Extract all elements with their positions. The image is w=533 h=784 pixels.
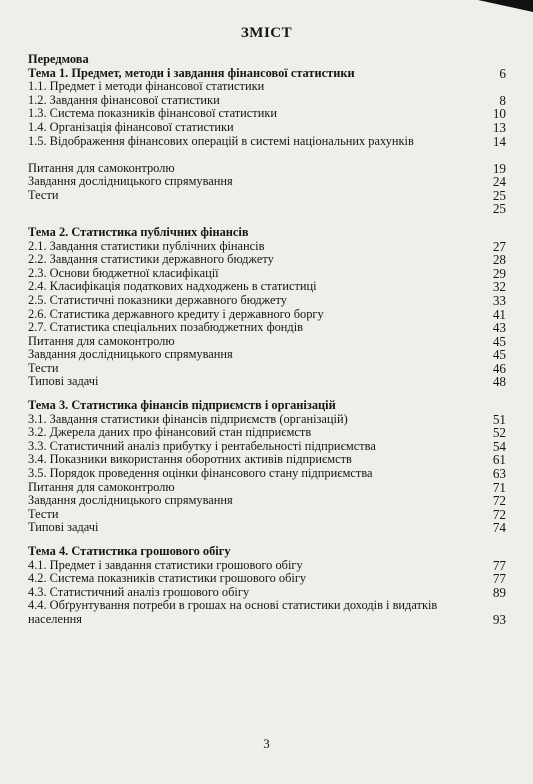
toc-entry: [28, 267, 506, 281]
toc-entry-page: 25: [492, 187, 506, 203]
toc-entry: [28, 559, 506, 573]
toc-entry-title: 3.1. Завдання статистики фінансів підприємств (організацій): [28, 411, 348, 426]
toc-entry-page: 25: [492, 201, 506, 217]
toc-entry-title: 2.7. Статистика спеціальних позабюджетних фондів: [28, 320, 304, 335]
table-of-contents: [28, 53, 506, 626]
toc-entry: [28, 240, 506, 254]
toc-entry-title: 4.2. Система показників статистики грошового обігу: [28, 571, 307, 586]
toc-entry: [28, 80, 506, 94]
toc-entry: [28, 94, 506, 108]
toc-entry-title: Типові задачі: [28, 374, 99, 389]
toc-entry-page: 74: [492, 520, 506, 536]
toc-entry-page: 19: [492, 160, 506, 176]
toc-entry: [28, 572, 506, 586]
page-number: 3: [263, 736, 270, 751]
toc-entry: [28, 294, 506, 308]
toc-entry-page: 54: [492, 438, 506, 454]
toc-entry-title: 2.1. Завдання статистики публічних фінансів: [28, 238, 265, 253]
toc-entry: [28, 253, 506, 267]
toc-entry-title: 2.4. Класифікація податкових надходжень в статистиці: [28, 279, 317, 294]
toc-entry-title: 3.3. Статистичний аналіз прибутку і рентабельності підприємства: [28, 438, 376, 453]
toc-entry-page: 46: [492, 360, 506, 376]
toc-section-heading: [28, 53, 506, 67]
toc-entry-title: Завдання дослідницького спрямування: [28, 347, 233, 362]
toc-section-heading: [28, 399, 506, 413]
toc-entry-page: 89: [492, 584, 506, 600]
toc-entry: [28, 426, 506, 440]
toc-entry: [28, 362, 506, 376]
toc-entry-page: 63: [492, 466, 506, 482]
toc-entry-title: 4.3. Статистичний аналіз грошового обігу: [28, 584, 250, 599]
toc-entry-title: 1.2. Завдання фінансової статистики: [28, 92, 220, 107]
toc-entry-title: 2.3. Основи бюджетної класифікації: [28, 265, 219, 280]
toc-entry: [28, 308, 506, 322]
toc-entry-title: 2.6. Статистика державного кредиту і державного боргу: [28, 306, 324, 321]
toc-entry-title: 3.4. Показники використання оборотних активів підприємств: [28, 452, 352, 467]
toc-entry-title: 3.2. Джерела даних про фінансовий стан підприємств: [28, 425, 312, 440]
toc-entry: [28, 440, 506, 454]
toc-entry-title: Передмова: [28, 52, 89, 66]
toc-entry-title: Завдання дослідницького спрямування: [28, 493, 233, 508]
toc-entry-title: 3.5. Порядок проведення оцінки фінансового стану підприємства: [28, 466, 373, 481]
toc-entry-page: 77: [492, 557, 506, 573]
toc-entry: [28, 280, 506, 294]
toc-entry-title: Тести: [28, 187, 59, 202]
toc-entry-page: 71: [492, 479, 506, 495]
toc-entry-title: Питання для самоконтролю: [28, 479, 175, 494]
toc-entry: [28, 321, 506, 335]
toc-entry-page: 61: [492, 452, 506, 468]
toc-entry: [28, 508, 506, 522]
toc-entry-page: 10: [492, 106, 506, 122]
toc-entry-title: 1.3. Система показників фінансової статистики: [28, 106, 277, 121]
toc-section-heading: [28, 67, 506, 81]
toc-entry-page: 93: [492, 612, 506, 628]
toc-entry: [28, 494, 506, 508]
toc-entry: [28, 599, 506, 626]
toc-entry-page: 48: [492, 374, 506, 390]
toc-entry-title: Тема 4. Статистика грошового обігу: [28, 544, 231, 558]
toc-entry-title: 1.4. Організація фінансової статистики: [28, 119, 234, 134]
toc-entry-page: 72: [492, 506, 506, 522]
toc-entry-title: Тести: [28, 506, 59, 521]
toc-entry: [28, 348, 506, 362]
toc-section-heading: [28, 545, 506, 559]
toc-entry-page: 51: [492, 411, 506, 427]
toc-entry-title: Питання для самоконтролю: [28, 333, 175, 348]
toc-entry-title: Питання для самоконтролю: [28, 160, 175, 175]
toc-entry: [28, 413, 506, 427]
toc-entry: [28, 467, 506, 481]
toc-entry-title: Завдання дослідницького спрямування: [28, 174, 233, 189]
toc-entry: [28, 202, 506, 216]
toc-entry-page: 72: [492, 493, 506, 509]
toc-entry-title: 1.1. Предмет і методи фінансової статистики: [28, 79, 265, 94]
toc-entry-title: Тема 3. Статистика фінансів підприємств і організацій: [28, 398, 336, 413]
toc-entry-page: 32: [492, 279, 506, 295]
toc-entry-page: 45: [492, 333, 506, 349]
page-corner-shadow: [478, 0, 533, 12]
toc-entry: [28, 107, 506, 121]
toc-entry-title: 2.2. Завдання статистики державного бюджету: [28, 252, 274, 267]
toc-entry: [28, 189, 506, 203]
toc-entry: [28, 521, 506, 535]
toc-entry-page: 45: [492, 347, 506, 363]
toc-entry-title: Тести: [28, 360, 59, 375]
toc-entry-title: 4.4. Обґрунтування потреби в грошах на основі статистики доходів і видатків населення: [28, 598, 438, 626]
toc-entry-title: Тема 1. Предмет, методи і завдання фінансової статистики: [28, 65, 355, 80]
toc-entry-page: 29: [492, 265, 506, 281]
toc-entry-page: 8: [499, 92, 506, 108]
toc-entry-page: 6: [499, 65, 506, 81]
toc-entry: [28, 586, 506, 600]
toc-section-heading: [28, 226, 506, 240]
toc-entry-title: Тема 2. Статистика публічних фінансів: [28, 224, 249, 239]
page-title: ЗМІСТ: [240, 25, 293, 41]
toc-entry-page: 43: [492, 320, 506, 336]
toc-entry-page: 27: [492, 238, 506, 254]
toc-entry-page: 28: [492, 252, 506, 268]
toc-entry-page: 24: [492, 174, 506, 190]
toc-entry-title: Типові задачі: [28, 520, 99, 535]
toc-entry: [28, 121, 506, 135]
toc-entry-page: 14: [492, 133, 506, 149]
toc-entry-page: 52: [492, 425, 506, 441]
toc-entry-page: 41: [492, 306, 506, 322]
toc-entry-page: 33: [492, 292, 506, 308]
toc-entry-title: 2.5. Статистичні показники державного бюджету: [28, 292, 287, 307]
toc-entry: [28, 162, 506, 176]
toc-entry: [28, 175, 506, 189]
toc-entry: [28, 481, 506, 495]
toc-entry: [28, 135, 506, 162]
toc-entry: [28, 375, 506, 389]
toc-entry-title: 4.1. Предмет і завдання статистики грошового обігу: [28, 557, 303, 572]
toc-entry: [28, 453, 506, 467]
toc-entry-page: 77: [492, 571, 506, 587]
toc-entry-title: 1.5. Відображення фінансових операцій в системі національних рахунків: [28, 133, 414, 148]
toc-entry: [28, 335, 506, 349]
toc-entry-page: 13: [492, 119, 506, 135]
